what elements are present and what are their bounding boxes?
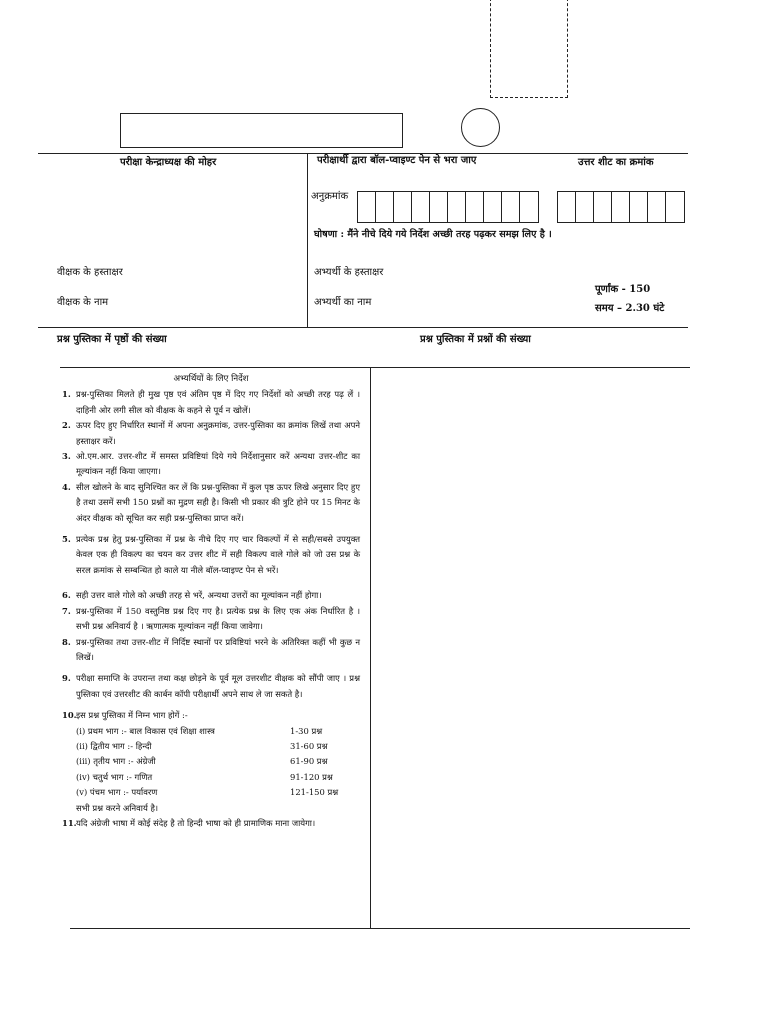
instruction-text: प्रश्न-पुस्तिका में 150 वस्तुनिष्ठ प्रश्न दिए गए है। प्रत्येक प्रश्न के लिए एक अंक निर्धारित है । सभी प्रश्न अनिवार्य है । ऋणात्मक मूल्यांकन नहीं किया जावेगा। <box>76 605 360 632</box>
questions-count-label: प्रश्न पुस्तिका में प्रश्नों की संख्या <box>420 334 531 345</box>
part-row <box>76 724 360 739</box>
instruction-number: 2. <box>62 420 71 431</box>
instruction-number: 4. <box>62 481 71 492</box>
instruction-number: 9. <box>62 673 71 684</box>
part-name: (iv) चतुर्थ भाग :- गणित <box>76 771 153 782</box>
header-top-line <box>38 153 688 154</box>
part-range: 91-120 प्रश्न <box>290 771 333 782</box>
instruction-text: यदि अंग्रेजी भाषा में कोई संदेह है तो हिन्दी भाषा को ही प्रामाणिक माना जायेगा। <box>76 817 316 828</box>
instruction-number: 5. <box>62 534 71 545</box>
instruction-item <box>62 604 360 635</box>
pages-count-label: प्रश्न पुस्तिका में पृष्ठों की संख्या <box>57 334 167 345</box>
serial-digit-box[interactable] <box>648 192 666 222</box>
instruction-number: 3. <box>62 451 71 462</box>
part-row <box>76 770 360 785</box>
question-parts-list <box>76 724 360 816</box>
max-marks: पूर्णांक - 150 <box>595 284 651 295</box>
instruction-number: 8. <box>62 636 71 647</box>
candidate-name-label: अभ्यर्थी का नाम <box>314 297 372 308</box>
answer-sheet-serial-grid[interactable] <box>557 191 685 223</box>
instruction-number: 7. <box>62 605 71 616</box>
instruction-number: 11. <box>62 817 77 828</box>
instruction-number: 6. <box>62 590 71 601</box>
instruction-text: सही उत्तर वाले गोले को अच्छी तरह से भरें, अन्यथा उत्तरों का मूल्यांकन नहीं होगा। <box>76 590 322 601</box>
roll-digit-box[interactable] <box>484 192 502 222</box>
instruction-item <box>62 816 360 831</box>
roll-digit-box[interactable] <box>520 192 538 222</box>
serial-digit-box[interactable] <box>558 192 576 222</box>
booklet-set-circle[interactable] <box>461 108 500 147</box>
part-row <box>76 785 360 800</box>
serial-digit-box[interactable] <box>576 192 594 222</box>
instruction-text: प्रत्येक प्रश्न हेतु प्रश्न-पुस्तिका में प्रश्न के नीचे दिए गए चार विकल्पों में से सही/सबसे उपयुक्त केवल एक ही विकल्प का चयन कर उत्तर शीट में सही विकल्प वाले गोले को जो उस प्रश्न के सरल क्रमांक से सम्बन्धित हो काले या नीले बॉल-प्वाइण्ट पेन से भरें। <box>76 534 360 575</box>
serial-digit-box[interactable] <box>666 192 684 222</box>
part-row <box>76 754 360 769</box>
part-name: (v) पंचम भाग :- पर्यावरण <box>76 787 158 798</box>
roll-digit-box[interactable] <box>394 192 412 222</box>
instruction-item <box>62 532 360 578</box>
serial-digit-box[interactable] <box>630 192 648 222</box>
roll-digit-box[interactable] <box>448 192 466 222</box>
fill-with-pen-label: परीक्षार्थी द्वारा बॉल-प्वाइण्ट पेन से भरा जाए <box>317 155 477 166</box>
part-range: 121-150 प्रश्न <box>290 787 339 798</box>
part-name: (iii) तृतीय भाग :- अंग्रेजी <box>76 756 156 767</box>
serial-digit-box[interactable] <box>612 192 630 222</box>
instruction-text: सील खोलने के बाद सुनिश्चित कर लें कि प्रश्न-पुस्तिका में कुल पृष्ठ ऊपर लिखे अनुसार दिए हुए है तथा उसमें सभी 150 प्रश्नों का मुद्रण सही है। किसी भी प्रकार की त्रुटि होने पर 15 मिनट के अंदर वीक्षक को सूचित कर सही प्रश्न-पुस्तिका प्राप्त करें। <box>76 481 360 523</box>
serial-digit-box[interactable] <box>594 192 612 222</box>
instruction-text: ऊपर दिए हुए निर्धारित स्थानों में अपना अनुक्रमांक, उत्तर-पुस्तिका का क्रमांक लिखें तथा अपने हस्ताक्षर करें। <box>76 420 360 446</box>
centre-seal-label: परीक्षा केन्द्राध्यक्ष की मोहर <box>120 157 217 168</box>
instruction-item <box>62 480 360 526</box>
header-bottom-line <box>38 327 688 328</box>
candidate-signature-label: अभ्यर्थी के हस्ताक्षर <box>314 267 384 278</box>
invigilator-signature-label: वीक्षक के हस्ताक्षर <box>57 267 123 278</box>
instructions-top-line <box>60 367 690 368</box>
roll-number-label: अनुक्रमांक <box>311 191 349 202</box>
instructions-title: अभ्यर्थियों के लिए निर्देश <box>173 374 249 384</box>
roll-digit-box[interactable] <box>430 192 448 222</box>
instruction-item <box>62 635 360 666</box>
roll-digit-box[interactable] <box>376 192 394 222</box>
part-name: (i) प्रथम भाग :- बाल विकास एवं शिक्षा शास्त्र <box>76 725 215 736</box>
roll-digit-box[interactable] <box>358 192 376 222</box>
instruction-item <box>62 449 360 480</box>
instructions-divider-line <box>370 367 371 928</box>
booklet-code-box[interactable] <box>120 113 403 148</box>
invigilator-name-label: वीक्षक के नाम <box>57 297 109 308</box>
instructions-bottom-line <box>70 928 690 929</box>
part-range: 31-60 प्रश्न <box>290 740 328 751</box>
seal-dashed-box <box>490 0 568 98</box>
instruction-item <box>62 588 360 603</box>
instructions-section <box>62 372 360 831</box>
instruction-number: 1. <box>62 389 71 400</box>
part-name: (ii) द्वितीय भाग :- हिन्दी <box>76 740 152 751</box>
parts-note: सभी प्रश्न करने अनिवार्य है। <box>76 802 159 813</box>
instruction-number: 10. <box>62 710 77 721</box>
roll-number-grid[interactable] <box>357 191 539 223</box>
roll-digit-box[interactable] <box>502 192 520 222</box>
instruction-text: परीक्षा समाप्ति के उपरान्त तथा कक्ष छोड़ने के पूर्व मूल उत्तरशीट वीक्षक को सौंपी जाए । प्रश्न पुस्तिका एवं उत्तरशीट की कार्बन कॉपी परीक्षार्थी अपने साथ ले जा सकते है। <box>76 673 360 699</box>
instruction-text: ओ.एम.आर. उत्तर-शीट में समस्त प्रविष्टियां दिये गये निर्देशानुसार करें अन्यथा उत्तर-शीट का मूल्यांकन नहीं किया जाएगा। <box>76 451 360 477</box>
roll-digit-box[interactable] <box>466 192 484 222</box>
instruction-item <box>62 387 360 418</box>
answer-sheet-serial-label: उत्तर शीट का क्रमांक <box>578 157 654 168</box>
header-divider-line <box>307 153 308 327</box>
exam-time: समय – 2.30 घंटे <box>595 303 665 314</box>
part-range: 61-90 प्रश्न <box>290 756 328 767</box>
instruction-item <box>62 418 360 449</box>
instruction-text: इस प्रश्न पुस्तिका में निम्न भाग होगें :- <box>76 710 188 721</box>
part-row <box>76 739 360 754</box>
part-range: 1-30 प्रश्न <box>290 725 323 736</box>
instruction-text: प्रश्न-पुस्तिका मिलते ही मुख पृष्ठ एवं अंतिम पृष्ठ में दिए गए निर्देशों को अच्छी तरह पढ़ लें । दाहिनी ओर लगी सील को वीक्षक के कहने से पूर्व न खोलें। <box>76 389 360 415</box>
roll-digit-box[interactable] <box>412 192 430 222</box>
instruction-item <box>62 708 360 723</box>
instruction-text: प्रश्न-पुस्तिका तथा उत्तर-शीट में निर्दिष्ट स्थानों पर प्रविष्टियां भरने के अतिरिक्त कहीं भी कुछ न लिखें। <box>76 636 360 662</box>
instruction-item <box>62 671 360 702</box>
declaration-text: घोषणा : मैंने नीचे दिये गये निर्देश अच्छी तरह पढ़कर समझ लिए है । <box>314 229 552 240</box>
